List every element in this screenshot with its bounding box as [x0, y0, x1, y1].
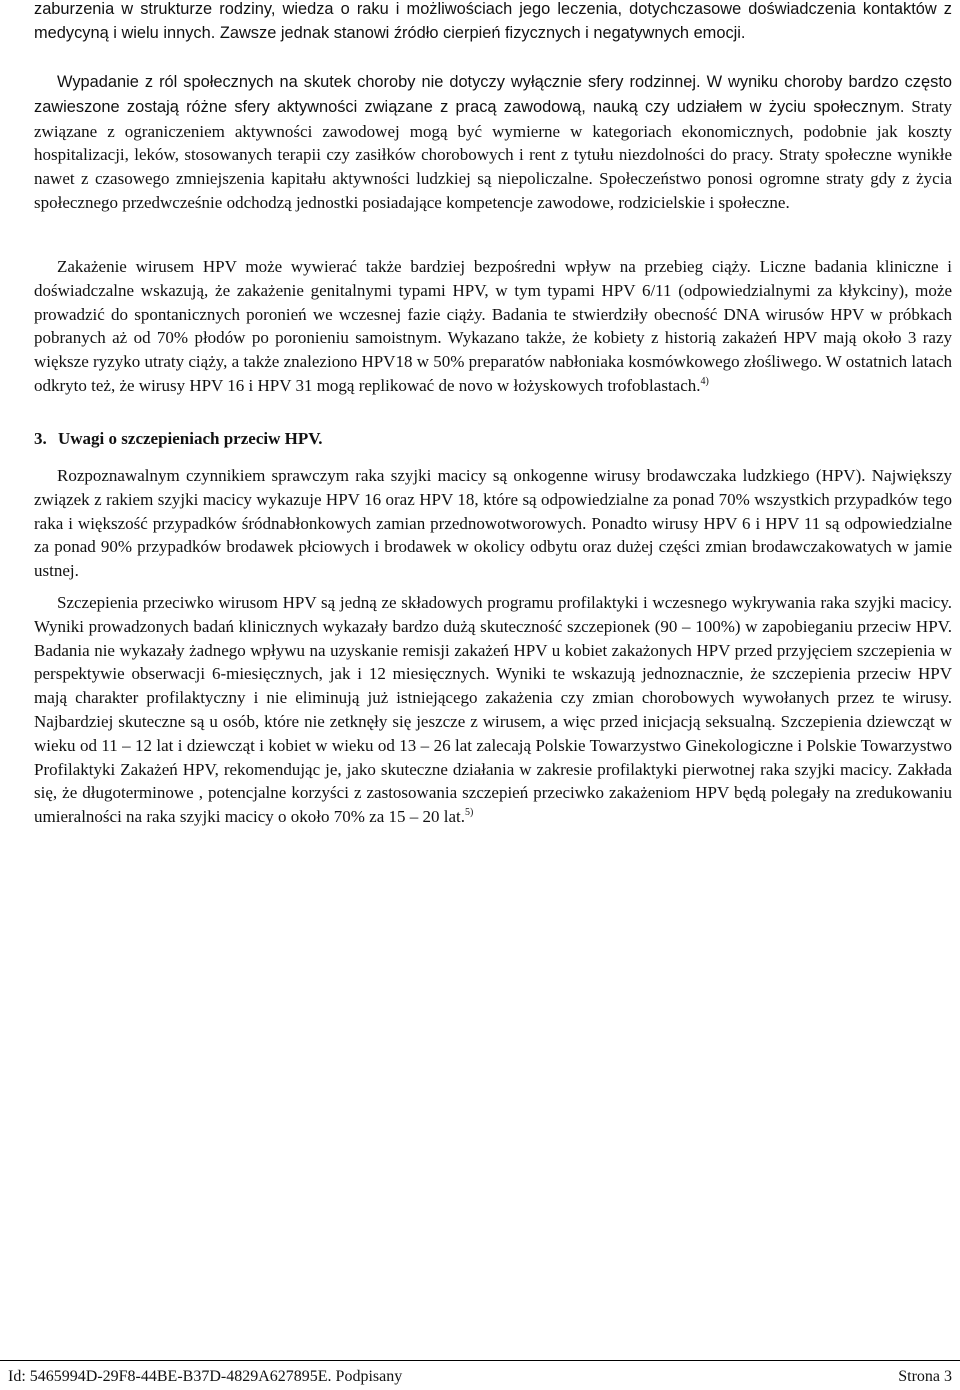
footnote-ref-4: 4): [700, 375, 709, 387]
social-roles-text-serif: Straty związane z ograniczeniem aktywności zawodowej mogą być wymierne w kategoriach ekonomicznych, podobnie jak koszty hospitalizacji, leków, stosowanych terapii czy zasiłków chorobowych i rent z tytułu niezdolności do pracy. Straty społeczne wynikłe nawet z czasowego zmniejszenia kapitału aktywności ludzkiej są niepoliczalne. Społeczeństwo ponosi ogromne straty gdy z życia społecznego przedwcześnie odchodzą jednostki posiadające kompetencje zawodowe, rodzicielskie i społeczne.: [34, 96, 952, 212]
vaccination-paragraph: [34, 591, 952, 829]
section-heading: [34, 427, 323, 451]
section-title: Uwagi o szczepieniach przeciw HPV.: [58, 429, 323, 448]
document-id: Id: 5465994D-29F8-44BE-B37D-4829A627895E. Podpisany: [8, 1368, 403, 1385]
intro-paragraph: [34, 0, 952, 46]
footnote-ref-5: 5): [465, 807, 474, 819]
vaccination-text: Szczepienia przeciwko wirusom HPV są jedną ze składowych programu profilaktyki i wczesnego wykrywania raka szyjki macicy. Wyniki prowadzonych badań klinicznych wykazały bardzo dużą skuteczność szczepionek (90 – 100%) w zapobieganiu przeciw HPV. Badania nie wykazały żadnego wpływu na uzyskanie remisji zakażeń HPV u kobiet zakażonych HPV przed przyjęciem szczepienia w perspektywie obserwacji 6-miesięcznych, jak i 12 miesięcznych. Wyniki te wskazują jednoznacznie, że szczepienia przeciw HPV mają charakter profilaktyczny i nie eliminują już istniejącego zakażenia czy zmian chorobowych wywołanych przez te wirusy. Najbardziej skuteczne są u osób, które nie zetknęły się jeszcze z wirusem, a więc przed inicjacją seksualną. Szczepienia dziewcząt w wieku od 11 – 12 lat i dziewcząt i kobiet w wieku od 13 – 26 lat zalecają Polskie Towarzystwo Ginekologiczne i Polskie Towarzystwo Profilaktyki Zakażeń HPV, rekomendując je, jako skuteczne działania w zakresie profilaktyki pierwotnej raka szyjki macicy. Zakłada się, że długoterminowe , potencjalne korzyści z zastosowania szczepień przeciwko zakażeniom HPV będą polegały na zredukowaniu umieralności na raka szyjki macicy o około 70% za 15 – 20 lat.: [34, 593, 952, 827]
social-roles-paragraph: [34, 70, 952, 215]
pregnancy-text: Zakażenie wirusem HPV może wywierać także bardziej bezpośredni wpływ na przebieg ciąży. Liczne badania kliniczne i doświadczalne wskazują, że zakażenie genitalnymi typami HPV, w tym typami HPV 6/11 (odpowiedzialnymi za kłykciny), może prowadzić do spontanicznych poronień we wczesnej fazie ciąży. Badania te stwierdziły obecność DNA wirusów HPV w próbkach pobranych aż od 70% płodów po poronieniu samoistnym. Wykazano także, że kobiety z historią zakażeń HPV mają około 3 razy większe ryzyko utraty ciąży, a także znaleziono HPV18 w 50% preparatów nabłoniaka kosmówkowego złośliwego. W ostatnich latach odkryto też, że wirusy HPV 16 i HPV 31 mogą replikować de novo w łożyskowych trofoblastach.: [34, 257, 952, 395]
page-number: Strona 3: [898, 1368, 952, 1385]
intro-text: zaburzenia w strukturze rodziny, wiedza o raku i możliwościach jego leczenia, dotychczasowe doświadczenia kontaktów z medycyną i wielu innych. Zawsze jednak stanowi źródło cierpień fizycznych i negatywnych emocji.: [34, 0, 952, 42]
section-number: 3.: [34, 429, 47, 448]
hpv-cause-paragraph: [34, 464, 952, 583]
social-roles-text-sans: Wypadanie z ról społecznych na skutek choroby nie dotyczy wyłącznie sfery rodzinnej. W wyniku choroby bardzo często zawieszone zostają różne sfery aktywności związane z pracą zawodową, nauką czy udziałem w życiu społecznym.: [34, 73, 952, 116]
page-footer: [0, 1360, 960, 1387]
pregnancy-paragraph: [34, 255, 952, 398]
hpv-cause-text: Rozpoznawalnym czynnikiem sprawczym raka szyjki macicy są onkogenne wirusy brodawczaka ludzkiego (HPV). Największy związek z rakiem szyjki macicy wykazuje HPV 16 oraz HPV 18, które są odpowiedzialne za ponad 70% wszystkich przypadków tego raka i większość przypadków śródnabłonkowych zamian przednowotworowych. Ponadto wirusy HPV 6 i HPV 11 są odpowiedzialne za ponad 90% przypadków brodawek płciowych i brodawek w okolicy odbytu oraz dużej części zmian brodawczakowatych w jamie ustnej.: [34, 466, 952, 581]
